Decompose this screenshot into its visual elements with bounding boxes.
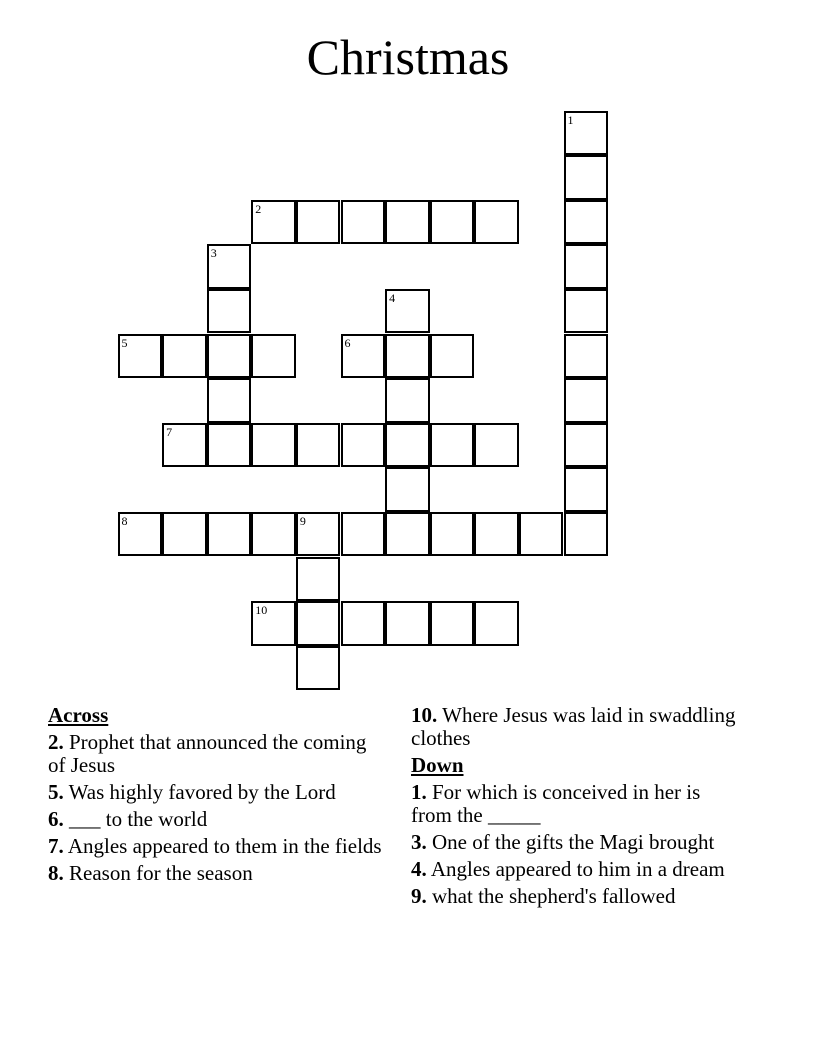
grid-cell[interactable] <box>341 423 386 468</box>
across-clue-7 <box>48 835 388 858</box>
grid-cell[interactable] <box>296 512 341 557</box>
clue-number: 10. <box>411 703 438 727</box>
cell-number: 9 <box>299 513 306 528</box>
grid-cell[interactable] <box>385 601 430 646</box>
grid-cell[interactable] <box>207 334 252 379</box>
grid-cell[interactable] <box>385 423 430 468</box>
grid-cell[interactable] <box>251 334 296 379</box>
grid-cell[interactable] <box>385 200 430 245</box>
cell-number: 7 <box>166 424 173 439</box>
cell-number: 1 <box>567 112 574 127</box>
grid-cell[interactable] <box>564 289 609 334</box>
across-clue-5 <box>48 781 388 804</box>
grid-cell[interactable] <box>564 244 609 289</box>
cell-number: 8 <box>121 513 128 528</box>
clue-column-left <box>48 704 388 889</box>
cell-number: 6 <box>344 335 351 350</box>
grid-cell[interactable] <box>385 334 430 379</box>
grid-cell[interactable] <box>564 512 609 557</box>
clue-number: 3. <box>411 830 427 854</box>
grid-cell[interactable] <box>296 557 341 602</box>
clue-text: Angles appeared to him in a dream <box>430 857 725 881</box>
grid-cell[interactable] <box>162 334 207 379</box>
down-clue-1 <box>411 781 741 827</box>
grid-cell[interactable] <box>162 512 207 557</box>
clue-text: Reason for the season <box>69 861 253 885</box>
grid-cell[interactable] <box>474 512 519 557</box>
grid-cell[interactable] <box>296 200 341 245</box>
grid-cell[interactable] <box>251 200 296 245</box>
grid-cell[interactable] <box>251 601 296 646</box>
across-clue-2 <box>48 731 388 777</box>
cell-number: 2 <box>255 201 262 216</box>
clue-text: Angles appeared to them in the fields <box>67 834 382 858</box>
grid-cell[interactable] <box>162 423 207 468</box>
clue-text: Prophet that announced the coming of Jesus <box>48 730 367 777</box>
clue-number: 4. <box>411 857 427 881</box>
grid-cell[interactable] <box>564 111 609 156</box>
clue-number: 1. <box>411 780 427 804</box>
grid-cell[interactable] <box>385 378 430 423</box>
clue-text: One of the gifts the Magi brought <box>432 830 715 854</box>
cell-number: 3 <box>210 246 217 261</box>
clue-text: what the shepherd's fallowed <box>432 884 676 908</box>
grid-cell[interactable] <box>430 334 475 379</box>
across-clue-8 <box>48 862 388 885</box>
grid-cell[interactable] <box>296 601 341 646</box>
clue-text: Was highly favored by the Lord <box>68 780 336 804</box>
grid-cell[interactable] <box>564 423 609 468</box>
clue-text: For which is conceived in her is from the _____ <box>411 780 701 827</box>
grid-cell[interactable] <box>430 200 475 245</box>
grid-cell[interactable] <box>474 200 519 245</box>
cell-number: 5 <box>121 335 128 350</box>
grid-cell[interactable] <box>430 423 475 468</box>
grid-cell[interactable] <box>564 155 609 200</box>
grid-cell[interactable] <box>207 512 252 557</box>
grid-cell[interactable] <box>251 423 296 468</box>
grid-cell[interactable] <box>385 512 430 557</box>
grid-cell[interactable] <box>118 334 163 379</box>
grid-cell[interactable] <box>519 512 564 557</box>
clue-number: 7. <box>48 834 64 858</box>
cell-number: 4 <box>389 290 396 305</box>
grid-cell[interactable] <box>341 200 386 245</box>
clue-text: ___ to the world <box>69 807 208 831</box>
grid-cell[interactable] <box>341 512 386 557</box>
grid-cell[interactable] <box>296 423 341 468</box>
down-clue-4 <box>411 858 741 881</box>
grid-cell[interactable] <box>385 289 430 334</box>
grid-cell[interactable] <box>207 423 252 468</box>
grid-cell[interactable] <box>430 601 475 646</box>
down-clue-3 <box>411 831 741 854</box>
grid-cell[interactable] <box>207 289 252 334</box>
grid-cell[interactable] <box>296 646 341 691</box>
grid-cell[interactable] <box>251 512 296 557</box>
grid-cell[interactable] <box>341 334 386 379</box>
clue-number: 2. <box>48 730 64 754</box>
across-clue-10 <box>411 704 741 750</box>
grid-cell[interactable] <box>430 512 475 557</box>
clue-number: 6. <box>48 807 64 831</box>
puzzle-title: Christmas <box>306 29 510 85</box>
grid-cell[interactable] <box>385 467 430 512</box>
across-clue-6 <box>48 808 388 831</box>
across-heading: Across <box>48 703 109 727</box>
down-heading: Down <box>411 753 464 777</box>
grid-cell[interactable] <box>564 467 609 512</box>
clue-number: 8. <box>48 861 64 885</box>
grid-cell[interactable] <box>564 334 609 379</box>
grid-cell[interactable] <box>207 244 252 289</box>
cell-number: 10 <box>255 603 268 618</box>
grid-cell[interactable] <box>474 601 519 646</box>
down-clue-9 <box>411 885 741 908</box>
clue-column-right <box>411 704 741 912</box>
grid-cell[interactable] <box>118 512 163 557</box>
grid-cell[interactable] <box>341 601 386 646</box>
grid-cell[interactable] <box>564 200 609 245</box>
clue-number: 9. <box>411 884 427 908</box>
grid-cell[interactable] <box>474 423 519 468</box>
clue-text: Where Jesus was laid in swaddling clothes <box>411 703 736 750</box>
clue-number: 5. <box>48 780 64 804</box>
grid-cell[interactable] <box>564 378 609 423</box>
grid-cell[interactable] <box>207 378 252 423</box>
